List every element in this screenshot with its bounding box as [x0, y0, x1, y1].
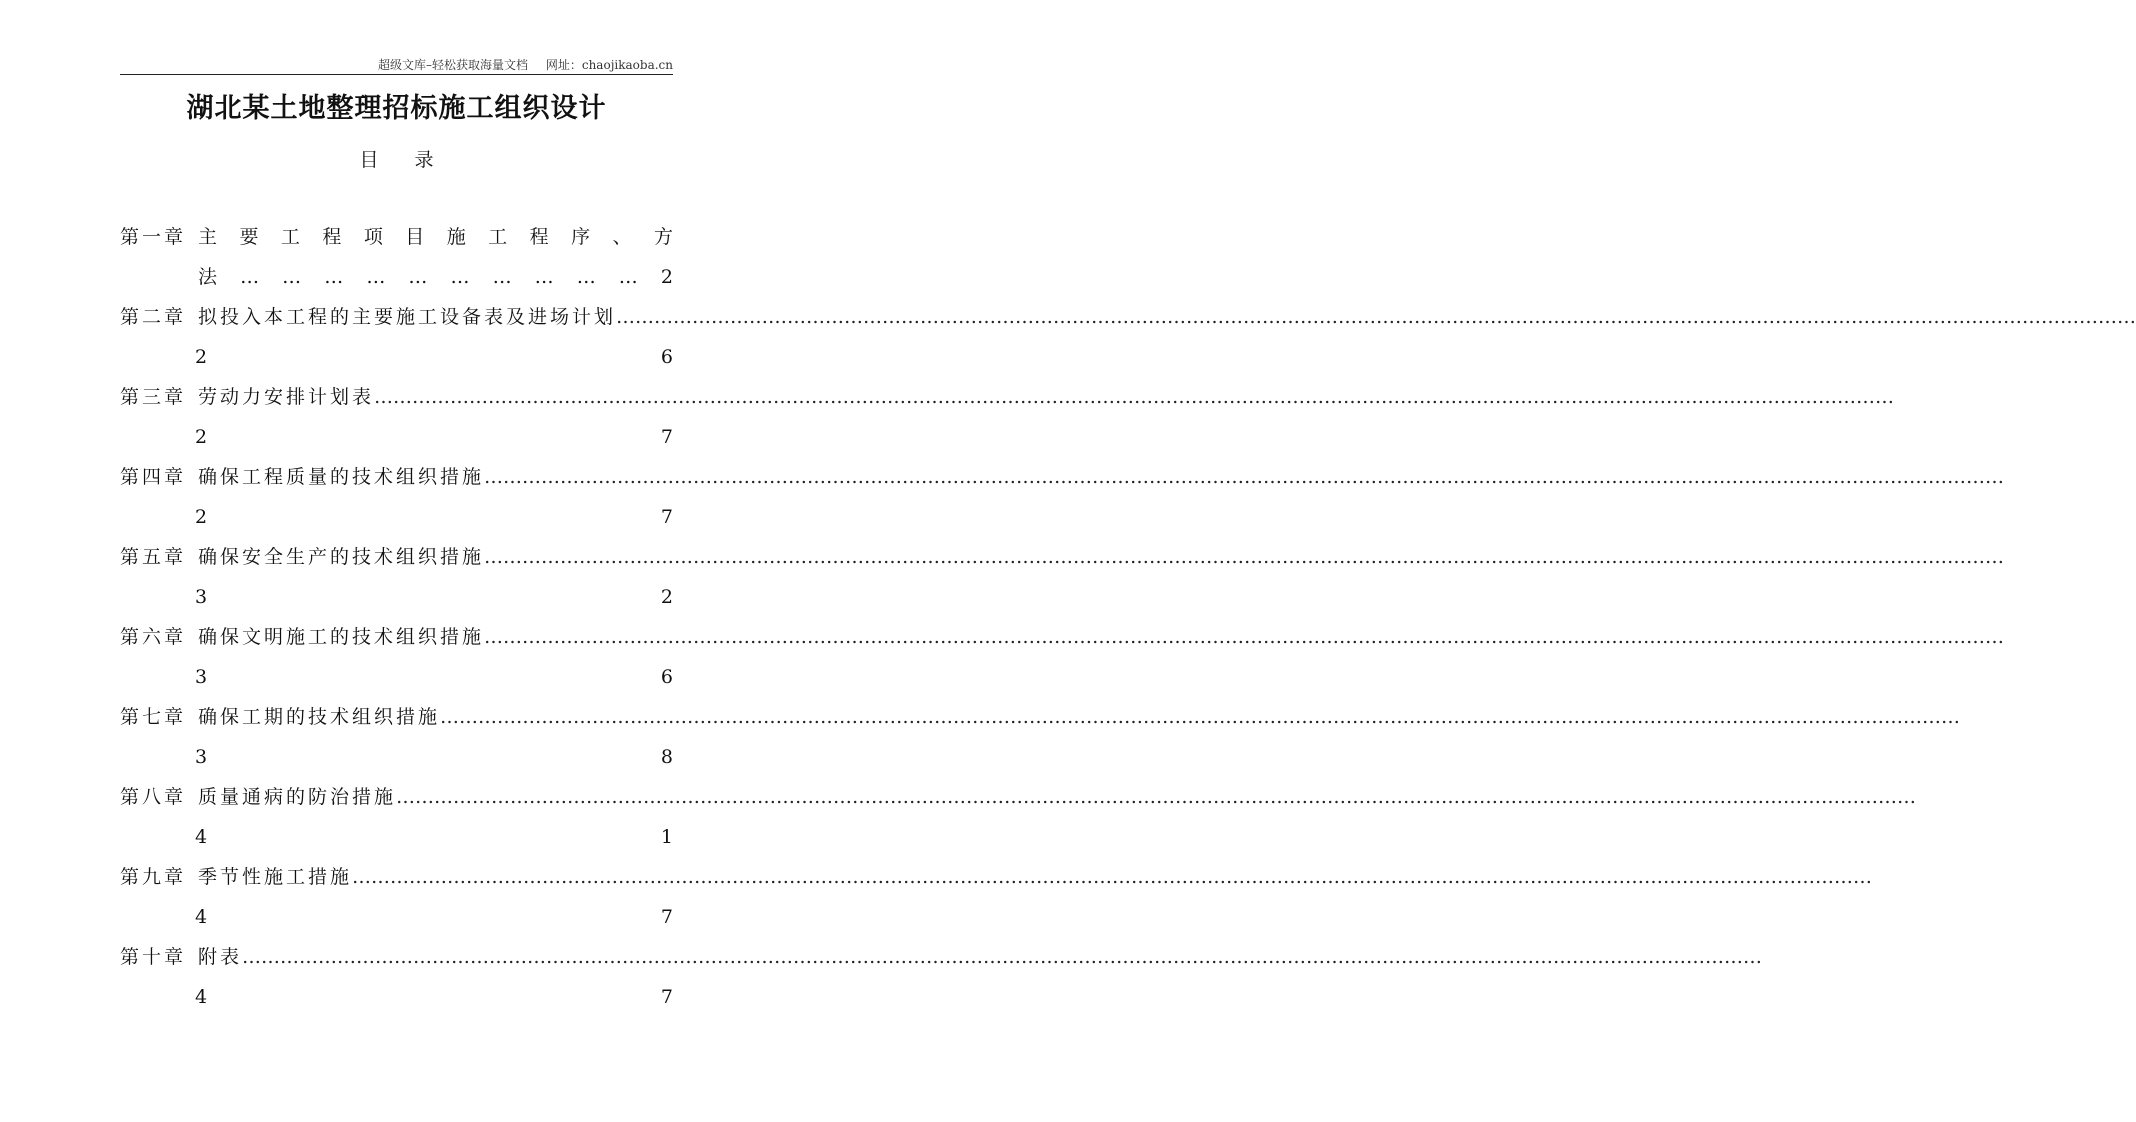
toc-heading-char: 目 — [359, 149, 379, 171]
toc-entry[interactable] — [120, 462, 2005, 542]
chapter-label: 第八章 — [120, 786, 187, 808]
page-number-digit: 3 — [195, 746, 208, 768]
toc-heading — [0, 145, 793, 172]
title-char: 序 — [571, 226, 591, 248]
leader-dots: …………………………………………………………………………………………………………………………………………………………………………………………………………………… — [484, 466, 2005, 488]
page-number-digit: 4 — [195, 906, 208, 928]
toc-entry[interactable] — [120, 862, 1873, 942]
title-char: 要 — [239, 226, 259, 248]
leader-dots: …………………………………………………………………………………………………………………………………………………………………………………………………………………… — [396, 786, 1917, 808]
toc-entry[interactable] — [120, 382, 1895, 462]
toc-entry[interactable] — [120, 942, 1763, 1022]
header-site: 超级文库–轻松获取海量文档 — [378, 58, 529, 72]
page-number-digit: 7 — [660, 906, 673, 928]
title-char: 方 — [653, 226, 673, 248]
toc-entry[interactable] — [120, 542, 2005, 622]
entry-title: 季节性施工措施 — [198, 866, 353, 888]
leader-dots: …………………………………………………………………………………………………………………………………………………………………………………………………………………… — [440, 706, 1961, 728]
page-number-digit: 2 — [660, 586, 673, 608]
chapter-label: 第二章 — [120, 306, 187, 328]
title-char: 工 — [280, 226, 300, 248]
leader-dots: … — [324, 266, 344, 288]
title-char: 主 — [198, 226, 218, 248]
title-char: 施 — [446, 226, 466, 248]
toc-entry[interactable] — [120, 622, 2005, 702]
entry-title: 确保工期的技术组织措施 — [198, 706, 441, 728]
leader-dots: … — [240, 266, 260, 288]
page-number-digit: 8 — [660, 746, 673, 768]
header-url: 网址：chaojikaoba.cn — [545, 58, 673, 72]
leader-dots: … — [366, 266, 386, 288]
leader-dots: … — [492, 266, 512, 288]
leader-dots: … — [576, 266, 596, 288]
leader-dots: … — [618, 266, 638, 288]
entry-title — [198, 222, 673, 262]
entry-title: 确保文明施工的技术组织措施 — [198, 626, 485, 648]
title-char: 程 — [529, 226, 549, 248]
page-number-digit: 4 — [195, 986, 208, 1008]
entry-title: 确保工程质量的技术组织措施 — [198, 466, 485, 488]
chapter-label: 第五章 — [120, 546, 187, 568]
chapter-label: 第十章 — [120, 946, 187, 968]
entry-title: 拟投入本工程的主要施工设备表及进场计划 — [198, 306, 617, 328]
chapter-label: 第七章 — [120, 706, 187, 728]
document-title: 湖北某土地整理招标施工组织设计 — [186, 93, 607, 124]
page-number-digit: 3 — [195, 666, 208, 688]
page-number-digit: 2 — [195, 426, 208, 448]
chapter-label: 第一章 — [120, 226, 187, 248]
toc-entry[interactable] — [120, 702, 1961, 782]
toc-heading-char: 录 — [414, 149, 434, 171]
leader-dots: …………………………………………………………………………………………………………………………………………………………………………………………………………………… — [242, 946, 1763, 968]
entry-title: 质量通病的防治措施 — [198, 786, 397, 808]
title-char: 工 — [488, 226, 508, 248]
page-number-digit: 7 — [660, 986, 673, 1008]
title-char: 、 — [612, 226, 632, 248]
page-header — [120, 56, 673, 75]
page-number-digit: 6 — [660, 666, 673, 688]
entry-title: 确保安全生产的技术组织措施 — [198, 546, 485, 568]
toc-entry[interactable] — [120, 782, 1917, 862]
toc-entry[interactable] — [120, 222, 673, 302]
page-number-digit: 7 — [660, 506, 673, 528]
page-number-digit: 3 — [195, 586, 208, 608]
title-char: 程 — [322, 226, 342, 248]
leader-dots: …………………………………………………………………………………………………………………………………………………………………………………………………………………… — [374, 386, 1895, 408]
entry-title: 劳动力安排计划表 — [198, 386, 375, 408]
entry-title-continued — [198, 262, 673, 302]
toc-entry[interactable] — [120, 302, 2136, 382]
leader-dots: …………………………………………………………………………………………………………………………………………………………………………………………………………………… — [484, 546, 2005, 568]
page-number-digit: 2 — [195, 506, 208, 528]
chapter-label: 第三章 — [120, 386, 187, 408]
table-of-contents — [120, 222, 2136, 1022]
chapter-label: 第九章 — [120, 866, 187, 888]
leader-dots: … — [282, 266, 302, 288]
entry-title: 附表 — [198, 946, 243, 968]
page-number: 2 — [660, 266, 673, 288]
leader-dots: … — [534, 266, 554, 288]
page-number-digit: 1 — [660, 826, 673, 848]
page-number-digit: 2 — [195, 346, 208, 368]
title-char: 目 — [405, 226, 425, 248]
leader-dots: … — [408, 266, 428, 288]
title-char: 法 — [198, 266, 218, 288]
chapter-label: 第六章 — [120, 626, 187, 648]
title-char: 项 — [363, 226, 383, 248]
leader-dots: … — [450, 266, 470, 288]
page-number-digit: 6 — [660, 346, 673, 368]
leader-dots: …………………………………………………………………………………………………………………………………………………………………………………………………………………… — [616, 306, 2136, 328]
leader-dots: …………………………………………………………………………………………………………………………………………………………………………………………………………………… — [352, 866, 1873, 888]
leader-dots: …………………………………………………………………………………………………………………………………………………………………………………………………………………… — [484, 626, 2005, 648]
page-number-digit: 4 — [195, 826, 208, 848]
chapter-label: 第四章 — [120, 466, 187, 488]
page-number-digit: 7 — [660, 426, 673, 448]
